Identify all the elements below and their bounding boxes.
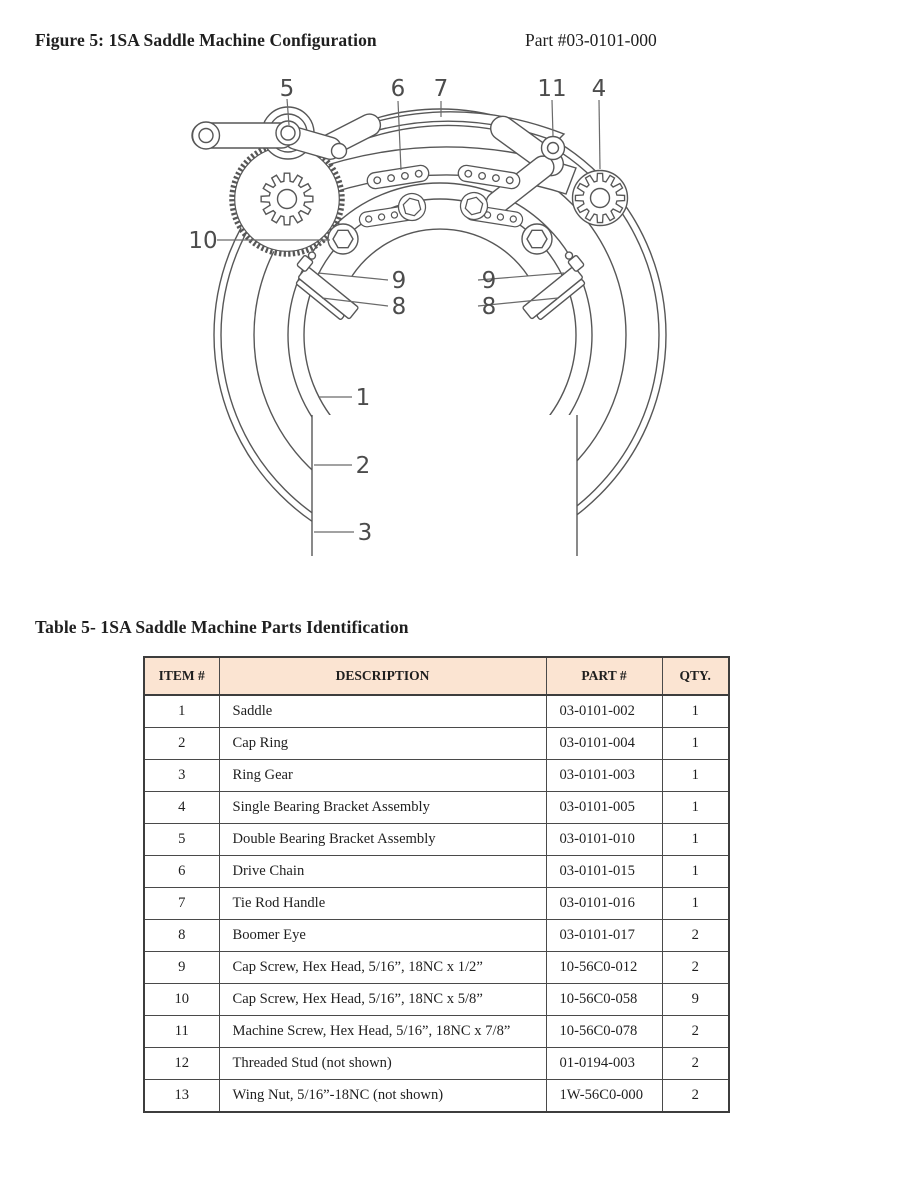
table-row (144, 760, 729, 792)
cell-part: 03-0101-003 (546, 760, 662, 792)
cell-description: Ring Gear (219, 760, 546, 792)
cell-item: 8 (144, 920, 219, 952)
cell-item: 5 (144, 824, 219, 856)
cell-item: 11 (144, 1016, 219, 1048)
cell-item: 1 (144, 695, 219, 728)
cell-description: Cap Ring (219, 728, 546, 760)
single-bearing-gear (573, 171, 628, 226)
figure-part-number: Part #03-0101-000 (525, 30, 657, 50)
cell-part: 03-0101-004 (546, 728, 662, 760)
table-header-row (144, 657, 729, 695)
cell-part: 1W-56C0-000 (546, 1080, 662, 1113)
machine-screw-eye (542, 137, 565, 160)
table-row (144, 695, 729, 728)
cell-qty: 2 (662, 952, 729, 984)
cell-item: 3 (144, 760, 219, 792)
cell-part: 01-0194-003 (546, 1048, 662, 1080)
cell-item: 2 (144, 728, 219, 760)
cell-part: 03-0101-005 (546, 792, 662, 824)
callout-6: 6 (390, 76, 406, 102)
cell-item: 7 (144, 888, 219, 920)
table-title: Table 5- 1SA Saddle Machine Parts Identification (35, 617, 409, 637)
cell-item: 4 (144, 792, 219, 824)
callout-5: 5 (279, 76, 295, 102)
cell-description: Cap Screw, Hex Head, 5/16”, 18NC x 1/2” (219, 952, 546, 984)
cell-description: Drive Chain (219, 856, 546, 888)
cell-item: 6 (144, 856, 219, 888)
cell-item: 13 (144, 1080, 219, 1113)
cell-part: 10-56C0-012 (546, 952, 662, 984)
cell-description: Machine Screw, Hex Head, 5/16”, 18NC x 7/8” (219, 1016, 546, 1048)
cell-qty: 1 (662, 856, 729, 888)
parts-table (143, 656, 730, 1113)
cell-qty: 9 (662, 984, 729, 1016)
cell-qty: 1 (662, 824, 729, 856)
cell-item: 10 (144, 984, 219, 1016)
table-row (144, 1016, 729, 1048)
header-qty: QTY. (662, 657, 729, 695)
cell-part: 03-0101-010 (546, 824, 662, 856)
table-row (144, 856, 729, 888)
callout-10: 10 (188, 228, 218, 254)
table-row (144, 952, 729, 984)
table-row (144, 888, 729, 920)
header-item: ITEM # (144, 657, 219, 695)
header-part: PART # (546, 657, 662, 695)
table-row (144, 1048, 729, 1080)
cell-description: Cap Screw, Hex Head, 5/16”, 18NC x 5/8” (219, 984, 546, 1016)
callout-7: 7 (433, 76, 449, 102)
table-row (144, 792, 729, 824)
cell-description: Single Bearing Bracket Assembly (219, 792, 546, 824)
table-row (144, 728, 729, 760)
callout-9-right: 9 (481, 268, 497, 294)
callout-1: 1 (355, 385, 371, 411)
callout-8-left: 8 (391, 294, 407, 320)
cell-item: 12 (144, 1048, 219, 1080)
cell-qty: 1 (662, 728, 729, 760)
cell-part: 10-56C0-058 (546, 984, 662, 1016)
callout-11: 11 (537, 76, 567, 102)
cell-qty: 2 (662, 1080, 729, 1113)
header-description: DESCRIPTION (219, 657, 546, 695)
table-row (144, 1080, 729, 1113)
cell-description: Double Bearing Bracket Assembly (219, 824, 546, 856)
cell-qty: 2 (662, 920, 729, 952)
figure-title: Figure 5: 1SA Saddle Machine Configuration (35, 30, 377, 50)
callout-2: 2 (355, 453, 371, 479)
cell-part: 03-0101-002 (546, 695, 662, 728)
cell-description: Saddle (219, 695, 546, 728)
cell-item: 9 (144, 952, 219, 984)
callout-3: 3 (357, 520, 373, 546)
cell-qty: 2 (662, 1016, 729, 1048)
boomer-eye-left (287, 249, 368, 324)
callout-8-right: 8 (481, 294, 497, 320)
ring-cut-edges (312, 229, 577, 556)
cell-qty: 1 (662, 760, 729, 792)
cell-qty: 1 (662, 888, 729, 920)
callout-4: 4 (591, 76, 607, 102)
cell-qty: 1 (662, 792, 729, 824)
drive-gear (232, 144, 342, 254)
cell-description: Tie Rod Handle (219, 888, 546, 920)
table-row (144, 824, 729, 856)
cell-description: Boomer Eye (219, 920, 546, 952)
cell-part: 03-0101-016 (546, 888, 662, 920)
callout-9-left: 9 (391, 268, 407, 294)
cell-qty: 1 (662, 695, 729, 728)
table-row (144, 920, 729, 952)
cell-part: 03-0101-015 (546, 856, 662, 888)
cell-description: Threaded Stud (not shown) (219, 1048, 546, 1080)
cell-part: 03-0101-017 (546, 920, 662, 952)
cell-part: 10-56C0-078 (546, 1016, 662, 1048)
cell-description: Wing Nut, 5/16”-18NC (not shown) (219, 1080, 546, 1113)
table-row (144, 984, 729, 1016)
cell-qty: 2 (662, 1048, 729, 1080)
